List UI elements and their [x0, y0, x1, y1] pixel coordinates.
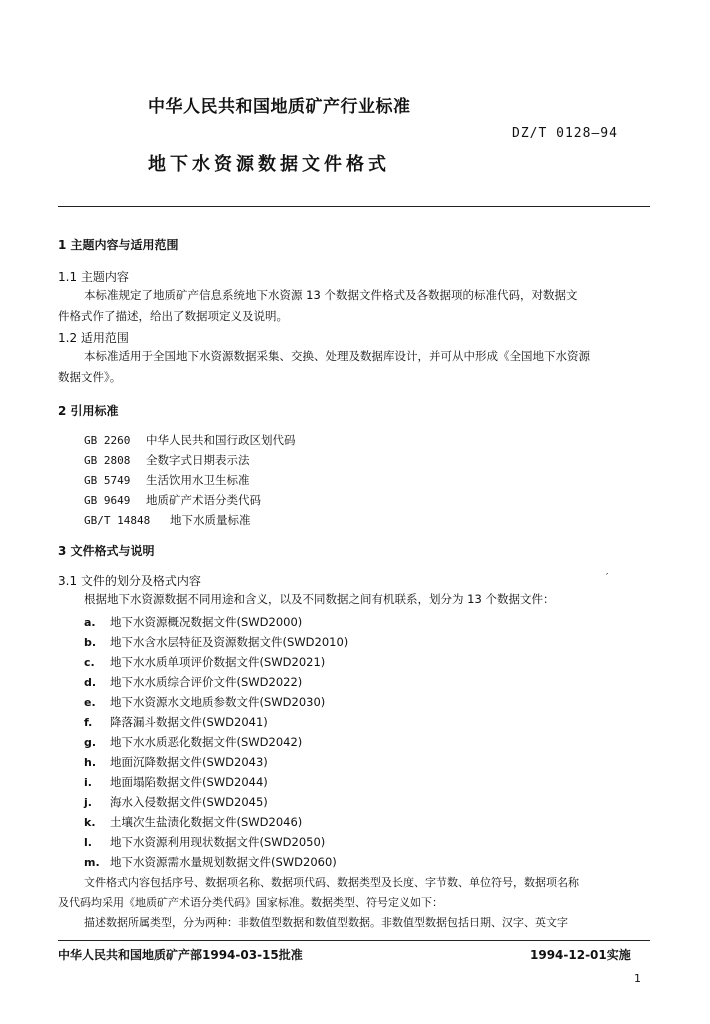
reference-item	[84, 512, 251, 528]
document-title: 地下水资源数据文件格式	[148, 154, 390, 175]
effective-date: 1994-12-01实施	[530, 948, 631, 962]
section-1-2-line-1: 本标准适用于全国地下水资源数据采集、交换、处理及数据库设计，并可从中形成《全国地下水资源	[84, 349, 590, 363]
list-letter: d.	[84, 676, 97, 689]
reference-code: GB 9649	[84, 494, 131, 507]
reference-code: GB 5749	[84, 474, 131, 487]
list-item	[84, 794, 268, 810]
format-line-2: 及代码均采用《地质矿产术语分类代码》国家标准。数据类型、符号定义如下：	[58, 896, 443, 909]
section-2-title: 2 引用标准	[58, 404, 119, 418]
list-letter: a.	[84, 616, 96, 629]
list-text: 地下水水质恶化数据文件(SWD2042)	[110, 735, 303, 749]
list-item	[84, 834, 325, 850]
section-1-1-line-2: 件格式作了描述，给出了数据项定义及说明。	[58, 309, 288, 323]
section-1-2-title: 1.2 适用范围	[58, 331, 129, 345]
section-3-1-intro: 根据地下水资源数据不同用途和含义，以及不同数据之间有机联系，划分为 13 个数据文件：	[84, 592, 555, 606]
list-item	[84, 654, 325, 670]
list-text: 地面塌陷数据文件(SWD2044)	[110, 775, 268, 789]
list-letter: f.	[84, 716, 93, 729]
list-letter: l.	[84, 836, 92, 849]
list-letter: g.	[84, 736, 97, 749]
list-item	[84, 614, 302, 630]
reference-code: GB 2260	[84, 434, 131, 447]
list-item	[84, 634, 348, 650]
page-number: 1	[634, 972, 641, 985]
list-text: 土壤次生盐渍化数据文件(SWD2046)	[110, 815, 303, 829]
list-letter: c.	[84, 656, 95, 669]
reference-name: 地质矿产术语分类代码	[146, 493, 261, 507]
format-line-1: 文件格式内容包括序号、数据项名称、数据项代码、数据类型及长度、字节数、单位符号，数据项名称	[84, 876, 579, 889]
approval-note: 中华人民共和国地质矿产部1994-03-15批准	[58, 948, 303, 962]
reference-code: GB/T 14848	[84, 514, 151, 527]
list-item	[84, 774, 268, 790]
list-text: 地下水含水层特征及资源数据文件(SWD2010)	[110, 635, 349, 649]
section-3-title: 3 文件格式与说明	[58, 544, 155, 558]
list-item	[84, 694, 325, 710]
list-text: 海水入侵数据文件(SWD2045)	[110, 795, 268, 809]
reference-item	[84, 452, 250, 468]
description-line: 描述数据所属类型，分为两种：非数值型数据和数值型数据。非数值型数据包括日期、汉字、英文字	[84, 916, 568, 929]
reference-name: 中华人民共和国行政区划代码	[146, 433, 296, 447]
list-text: 地下水资源利用现状数据文件(SWD2050)	[110, 835, 326, 849]
list-item	[84, 754, 268, 770]
list-item	[84, 674, 302, 690]
list-item	[84, 814, 302, 830]
list-letter: k.	[84, 816, 96, 829]
list-letter: b.	[84, 636, 97, 649]
list-text: 地下水资源水文地质参数文件(SWD2030)	[110, 695, 326, 709]
list-text: 地面沉降数据文件(SWD2043)	[110, 755, 268, 769]
industry-standard-heading: 中华人民共和国地质矿产行业标准	[148, 97, 411, 117]
list-text: 地下水水质综合评价文件(SWD2022)	[110, 675, 303, 689]
list-letter: m.	[84, 856, 100, 869]
standard-code: DZ/T 0128—94	[512, 126, 618, 141]
top-divider	[58, 206, 650, 207]
list-item	[84, 854, 337, 870]
list-letter: i.	[84, 776, 92, 789]
reference-item	[84, 432, 296, 448]
reference-item	[84, 492, 261, 508]
reference-item	[84, 472, 250, 488]
stray-mark: ′	[606, 572, 609, 583]
list-text: 地下水水质单项评价数据文件(SWD2021)	[110, 655, 326, 669]
list-text: 降落漏斗数据文件(SWD2041)	[110, 715, 268, 729]
list-letter: h.	[84, 756, 97, 769]
section-3-1-title: 3.1 文件的划分及格式内容	[58, 574, 201, 588]
list-letter: j.	[84, 796, 92, 809]
list-text: 地下水资源需水量规划数据文件(SWD2060)	[110, 855, 337, 869]
reference-name: 全数字式日期表示法	[146, 453, 250, 467]
bottom-divider	[58, 940, 650, 941]
section-1-1-line-1: 本标准规定了地质矿产信息系统地下水资源 13 个数据文件格式及各数据项的标准代码，对数据文	[84, 288, 578, 302]
reference-code: GB 2808	[84, 454, 131, 467]
section-1-title: 1 主题内容与适用范围	[58, 238, 179, 252]
list-item	[84, 734, 302, 750]
list-letter: e.	[84, 696, 96, 709]
list-item	[84, 714, 268, 730]
list-text: 地下水资源概况数据文件(SWD2000)	[110, 615, 303, 629]
section-1-1-title: 1.1 主题内容	[58, 270, 129, 284]
reference-name: 地下水质量标准	[170, 513, 251, 527]
section-1-2-line-2: 数据文件》。	[58, 370, 122, 384]
reference-name: 生活饮用水卫生标准	[146, 473, 250, 487]
